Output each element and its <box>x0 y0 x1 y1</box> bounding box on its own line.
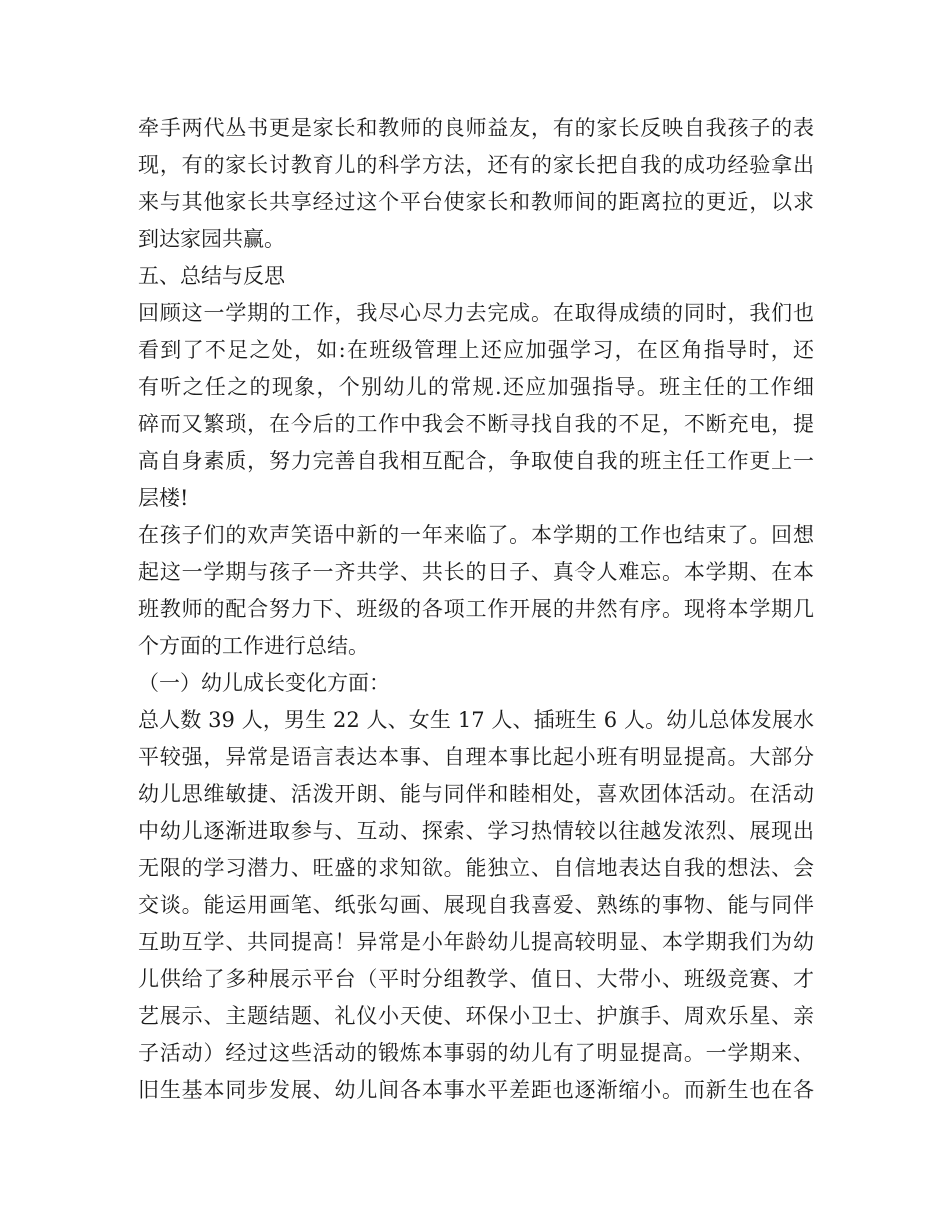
text-line: 幼儿思维敏捷、活泼开朗、能与同伴和睦相处，喜欢团体活动。在活动 <box>138 782 814 806</box>
text-line: 中幼儿逐渐进取参与、互动、探索、学习热情较以往越发浓烈、展现出 <box>138 819 814 843</box>
text-line: 到达家园共赢。 <box>138 227 285 251</box>
text-line: 班教师的配合努力下、班级的各项工作开展的井然有序。现将本学期几 <box>138 597 814 621</box>
text-line: 儿供给了多种展示平台（平时分组教学、值日、大带小、班级竞赛、才 <box>138 967 814 991</box>
text-line: 牵手两代丛书更是家长和教师的良师益友，有的家长反映自我孩子的表 <box>138 116 814 140</box>
text-line: 起这一学期与孩子一齐共学、共长的日子、真令人难忘。本学期、在本 <box>138 560 814 584</box>
text-line: 无限的学习潜力、旺盛的求知欲。能独立、自信地表达自我的想法、会 <box>138 856 814 880</box>
text-line: 总人数 39 人，男生 22 人、女生 17 人、插班生 6 人。幼儿总体发展水 <box>138 708 814 732</box>
text-line: 艺展示、主题结题、礼仪小天使、环保小卫士、护旗手、周欢乐星、亲 <box>138 1004 814 1028</box>
text-line: 现，有的家长讨教育儿的科学方法，还有的家长把自我的成功经验拿出 <box>138 153 814 177</box>
text-line: 互助互学、共同提高！异常是小年龄幼儿提高较明显、本学期我们为幼 <box>138 930 814 954</box>
text-line: 有听之任之的现象，个别幼儿的常规.还应加强指导。班主任的工作细 <box>138 375 814 399</box>
text-line: 在孩子们的欢声笑语中新的一年来临了。本学期的工作也结束了。回想 <box>138 523 814 547</box>
document-body <box>138 110 814 1109</box>
text-line: 回顾这一学期的工作，我尽心尽力去完成。在取得成绩的同时，我们也 <box>138 301 814 325</box>
text-line: 看到了不足之处，如:在班级管理上还应加强学习，在区角指导时，还 <box>138 338 814 362</box>
section-heading: （一）幼儿成长变化方面： <box>138 671 390 695</box>
text-line: 个方面的工作进行总结。 <box>138 634 369 658</box>
text-line: 交谈。能运用画笔、纸张勾画、展现自我喜爱、熟练的事物、能与同伴 <box>138 893 814 917</box>
text-line: 来与其他家长共享经过这个平台使家长和教师间的距离拉的更近，以求 <box>138 190 814 214</box>
text-line: 碎而又繁琐，在今后的工作中我会不断寻找自我的不足，不断充电，提 <box>138 412 814 436</box>
text-line: 高自身素质，努力完善自我相互配合，争取使自我的班主任工作更上一 <box>138 449 814 473</box>
text-line: 子活动）经过这些活动的锻炼本事弱的幼儿有了明显提高。一学期来、 <box>138 1041 814 1065</box>
text-line: 平较强，异常是语言表达本事、自理本事比起小班有明显提高。大部分 <box>138 745 814 769</box>
text-line: 层楼! <box>138 486 189 510</box>
section-heading: 五、总结与反思 <box>138 264 285 288</box>
text-line: 旧生基本同步发展、幼儿间各本事水平差距也逐渐缩小。而新生也在各 <box>138 1078 814 1102</box>
